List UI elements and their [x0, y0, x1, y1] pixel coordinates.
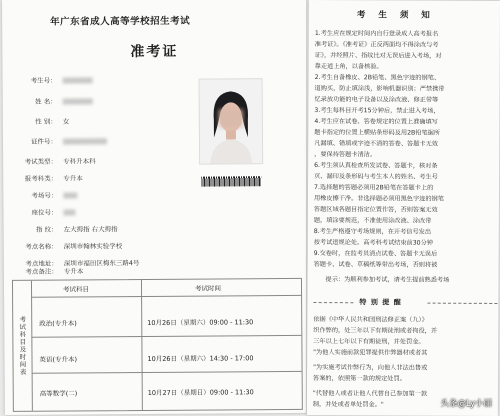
schedule-header-time: 考试时间	[194, 284, 222, 293]
redacted-value	[63, 77, 93, 83]
field-label: 性 别：	[35, 117, 57, 126]
field-value: 专升本	[63, 267, 84, 276]
notice-line: 8.考生严格遵守考场规则，在开考信号发出	[313, 228, 432, 236]
field-value: 左大拇指 右大拇指	[63, 225, 118, 234]
notice-line: 道购买，防止填涂浅，影响机器识别；严禁携带	[314, 85, 445, 93]
notice-line: 凡漏填、错填或字迹不清的答卷、答题卡无效	[314, 140, 439, 148]
schedule-time: 10月26日（星期六）14:30 - 17:00	[147, 354, 254, 363]
field-label: 考生号：	[30, 76, 57, 85]
field-value: 深圳市福田区梅东三路4号	[63, 259, 140, 268]
special-line: 三年以上七年以下有期徒刑，并处罚金。	[313, 338, 425, 346]
schedule-time: 10月27日（星期日）09:00 - 11:30	[147, 388, 254, 397]
notice-line: 1.考生应在规定时间内自行登录成人高考报名	[314, 30, 439, 38]
redacted-value	[63, 98, 93, 104]
redacted-value	[63, 138, 107, 144]
notice-line: 证》，并经照片、指纹比对无误后进入考场，对	[314, 52, 442, 60]
notice-line: 准考证》。《准考证》正反两面均不得涂改与考	[314, 41, 439, 49]
redacted-value	[63, 209, 75, 215]
notice-line: 3.考生每科目开考15分钟后，禁止进入考场，	[314, 107, 440, 115]
special-line: 织作弊的，处三年以下有期徒刑或者拘役，并	[313, 327, 438, 335]
notice-tip: 提示：为顺利参加考试，请考生提前熟悉考场	[325, 276, 450, 284]
field-row-id	[7, 136, 107, 146]
field-value: 专科升本科	[63, 157, 96, 166]
special-line: "为他人实施前款犯罪提供作弊器材或者其	[313, 349, 428, 357]
exam-schedule-table	[12, 278, 303, 412]
notice-line: 题卡指定的位置上横贴条形码及用2B铅笔据所	[314, 129, 441, 137]
field-label: 考点地址：	[25, 259, 58, 268]
schedule-subject: 高等数学(二)	[39, 389, 78, 398]
separator-left	[313, 302, 353, 303]
notice-line: 用橡皮擦干净。非选择题必须用黑色字迹的钢笔	[313, 195, 444, 203]
redacted-value	[63, 192, 77, 198]
field-label: 座位号：	[31, 208, 58, 217]
schedule-side-label: 考试科目及时间表	[13, 281, 33, 411]
field-label: 考场号：	[31, 191, 58, 200]
field-row-gender	[7, 117, 70, 126]
notice-line: 9.交卷时，在监考员清点试卷、答题卡无误后	[313, 250, 438, 258]
notice-line: 题，填涂要规范，不准使用涂改液、涂改带	[313, 217, 432, 225]
notice-line: 答题卡、试卷、草稿纸等带出考场，否则将被	[313, 261, 438, 269]
admission-ticket-sheet	[2, 0, 310, 415]
field-value: 女	[62, 117, 70, 126]
field-value: 专升本	[63, 174, 83, 183]
notice-line: 靠走道上角，以备核验。	[314, 63, 383, 71]
candidate-notice-sheet	[307, 0, 500, 416]
candidate-photo	[199, 78, 264, 164]
special-line: "为实施考试作弊行为，向他人非法出售或	[313, 364, 428, 372]
watermark: 头条@Ly小丽	[440, 399, 492, 409]
field-row-exam-type	[7, 156, 96, 166]
field-label: 姓 名：	[35, 97, 57, 106]
special-reminder-title: 特 别 提 醒	[359, 298, 402, 307]
field-row-name	[7, 96, 93, 106]
notice-line: 忆录放功能的电子设备以及涂改液、修正带等	[314, 96, 439, 104]
special-line: 依据《中华人民共和国刑法修正案（九）》	[313, 316, 428, 324]
special-line: "代替他人或者让他人代替自己参加第一款	[312, 390, 428, 398]
ticket-title: 准考证	[130, 43, 179, 61]
field-value: 深圳市翰林实验学校	[63, 242, 123, 251]
field-row-room	[7, 190, 77, 199]
notice-line: 答题区域各题目指定位置作答，否则答案无效	[313, 206, 438, 214]
schedule-header-subject: 考试科目	[62, 285, 90, 294]
notice-line: 4.考生应在试卷、答卷规定的位置上准确填写	[314, 118, 438, 126]
field-row-fingerprint	[8, 224, 118, 234]
schedule-subject: 政治(专升本)	[39, 319, 77, 328]
schedule-subject: 英语(专升本)	[39, 355, 78, 364]
field-row-seat	[7, 207, 75, 216]
field-label: 证件号：	[30, 137, 58, 146]
field-label: 指 纹：	[35, 225, 58, 234]
field-label: 报考科类：	[24, 174, 58, 183]
field-row-site-note	[8, 266, 84, 276]
field-label: 考点备注：	[25, 267, 58, 276]
barcode	[201, 176, 261, 186]
notice-line: 页、漏印及条形码与考生本人的姓名、考生号	[314, 173, 438, 181]
special-line: 答案的，依照第一款的规定处罚。	[312, 375, 406, 383]
field-label: 考点名称：	[25, 242, 58, 251]
field-row-candidate-no	[7, 75, 93, 85]
field-row-site-name	[8, 241, 123, 251]
schedule-time: 10月26日（星期六）09:00 - 11:30	[147, 318, 254, 327]
notice-line: 2.考生自备橡皮、2B铅笔、黑色字迹的钢笔、	[314, 74, 441, 82]
notice-line: ，要保持答题卡清洁。	[314, 151, 377, 159]
field-label: 考试类型：	[24, 157, 58, 166]
notice-title: 考 生 须 知	[356, 10, 435, 21]
notice-line: 按考试违规论处。高考科考试结束前30分钟	[313, 239, 433, 247]
exam-title: 年广东省成人高等学校招生考试	[50, 15, 191, 28]
field-row-category	[7, 173, 83, 183]
notice-line: 7.选择题的答题必须用2B铅笔在答题卡上的	[313, 184, 434, 192]
separator-right	[427, 303, 497, 304]
notice-line: 6.考生须认真检查所发试卷、答题卡，核对条	[314, 162, 438, 170]
special-line: 制，并处或者单处罚金。"	[312, 401, 384, 409]
